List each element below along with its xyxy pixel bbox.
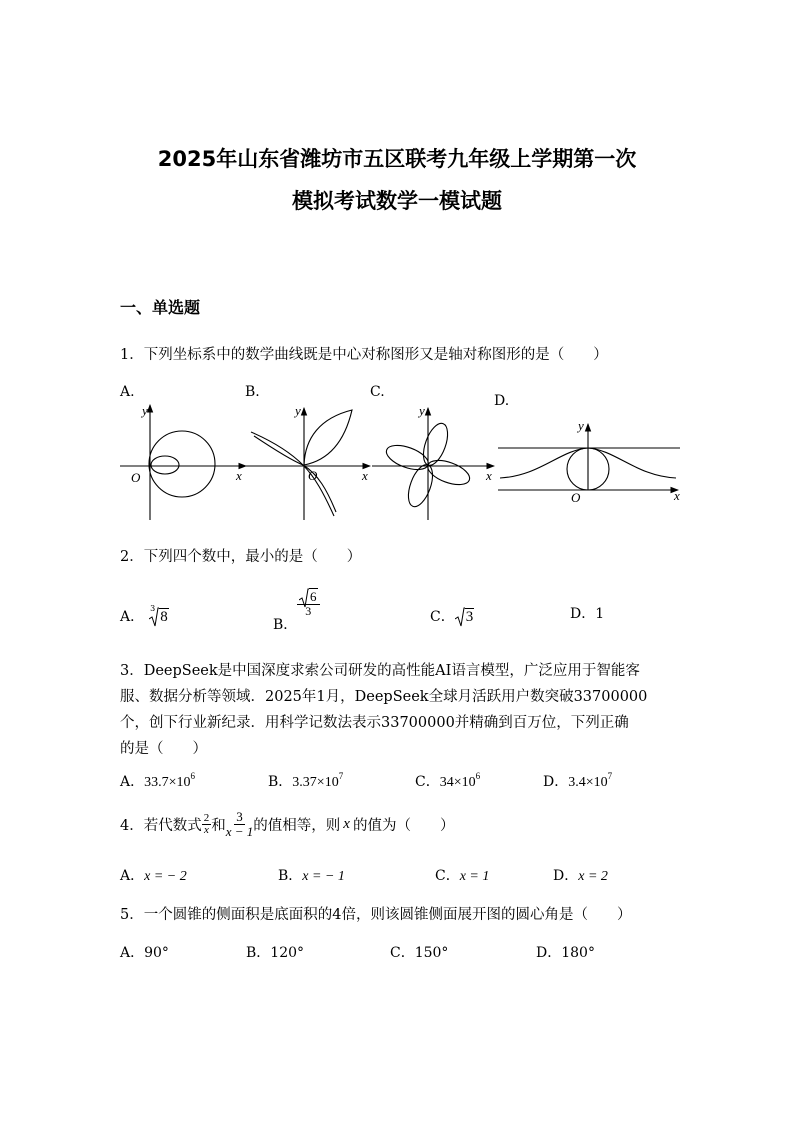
- graph-d-y-label: y: [578, 418, 584, 433]
- q2-option-d: D．1: [570, 606, 605, 622]
- radical-sign-icon: [149, 607, 159, 627]
- question-5-stem: 5．一个圆锥的侧面积是底面积的4倍，则该圆锥侧面展开图的圆心角是（ ）: [120, 907, 632, 923]
- q4-stem-mid: 和: [211, 818, 226, 834]
- q4-option-a-label: A．: [120, 868, 145, 884]
- graph-b: [246, 408, 370, 520]
- q2-b-radicand: 6: [310, 589, 317, 604]
- q5-option-d: D．180°: [536, 945, 595, 961]
- q2-c-radical: [455, 609, 475, 626]
- q4-option-c: [435, 865, 489, 885]
- q4-fraction-1-numerator: 2: [203, 812, 210, 824]
- q2-option-c-label: C．: [430, 609, 455, 625]
- graph-a-small-loop: [151, 456, 179, 474]
- graph-d-x-label: x: [674, 488, 680, 503]
- question-2-stem: 2．下列四个数中，最小的是（ ）: [120, 549, 362, 565]
- q4-option-b-label: B．: [278, 868, 303, 884]
- graph-a-y-label: y: [142, 403, 148, 418]
- q5-option-b: B．120°: [246, 945, 305, 961]
- question-3-line-1: 3．DeepSeek是中国深度求索公司研发的高性能AI语言模型，广泛应用于智能客: [120, 663, 640, 679]
- q2-option-b-label: B．: [273, 617, 298, 633]
- q3-b-exponent: 7: [338, 771, 344, 781]
- question-4-stem: [120, 810, 454, 839]
- q4-c-value: x = 1: [459, 869, 490, 884]
- graph-a-large-loop: [149, 431, 215, 497]
- q2-b-numerator: [297, 590, 320, 605]
- question-3-line-4: 的是（ ）: [120, 741, 207, 757]
- q3-c-value: 34×10: [439, 775, 476, 790]
- graph-b-branch-2: [254, 436, 336, 512]
- graph-a-origin-label: O: [131, 470, 141, 485]
- graph-c-x-label: x: [486, 468, 492, 483]
- page-title-line1: 2025年山东省潍坊市五区联考九年级上学期第一次: [157, 147, 637, 171]
- q5-option-c: C．150°: [390, 945, 449, 961]
- graph-b-y-label: y: [295, 403, 301, 418]
- graph-d-origin-label: O: [571, 490, 581, 505]
- q1-label-b: B.: [245, 384, 260, 400]
- q2-a-radical: [149, 609, 169, 626]
- q3-option-d: [543, 771, 612, 791]
- q4-option-b: [278, 865, 345, 885]
- q3-option-c-label: C．: [415, 774, 440, 790]
- q4-d-value: x = 2: [578, 869, 608, 884]
- q3-d-exponent: 7: [607, 771, 613, 781]
- q4-option-d-label: D．: [553, 868, 579, 884]
- q3-option-a: [120, 771, 195, 791]
- q1-label-c: C.: [370, 384, 385, 400]
- q3-d-value: 3.4×10: [568, 775, 608, 790]
- question-1-stem: 1．下列坐标系中的数学曲线既是中心对称图形又是轴对称图形的是（ ）: [120, 347, 608, 363]
- q2-a-radicand: 8: [160, 609, 168, 625]
- q1-graphs: [0, 0, 794, 540]
- q1-label-a: A.: [120, 384, 135, 400]
- q4-stem-post2: 的值为（ ）: [352, 818, 455, 834]
- graph-b-leaf-loop: [304, 410, 352, 465]
- q4-b-value: x = − 1: [302, 869, 345, 884]
- q4-fraction-2: [226, 810, 254, 839]
- q3-option-b-label: B．: [268, 774, 293, 790]
- q2-c-radicand: 3: [465, 609, 474, 625]
- q2-b-denominator: 3: [305, 604, 312, 618]
- q4-fraction-1: [202, 813, 212, 836]
- q5-option-a: A．90°: [120, 945, 169, 961]
- graph-a-x-label: x: [236, 468, 242, 483]
- radical-sign-icon: [299, 588, 309, 608]
- q3-a-exponent: 6: [190, 771, 196, 781]
- q4-option-a: [120, 865, 187, 885]
- q4-stem-post: 的值相等，则: [253, 818, 341, 834]
- q3-option-a-label: A．: [120, 774, 145, 790]
- graph-b-origin-label: O: [308, 468, 318, 483]
- radical-sign-icon: [455, 607, 465, 627]
- q4-fraction-2-numerator: 3: [236, 809, 243, 824]
- q2-option-a-label: A．: [120, 609, 145, 625]
- graph-c-y-label: y: [419, 403, 425, 418]
- q3-a-value: 33.7×10: [144, 775, 191, 790]
- q2-b-fraction: [297, 590, 320, 618]
- graph-b-x-label: x: [362, 468, 368, 483]
- q2-option-c: [430, 606, 474, 626]
- q3-c-exponent: 6: [475, 771, 481, 781]
- q1-label-d: D.: [494, 393, 510, 409]
- q4-stem-pre: 4．若代数式: [120, 818, 202, 834]
- graph-b-branch-1: [251, 432, 334, 516]
- q3-option-d-label: D．: [543, 774, 569, 790]
- graph-a: [120, 405, 246, 520]
- q4-variable: x: [343, 816, 350, 832]
- section-heading: 一、单选题: [120, 298, 201, 317]
- q3-option-c: [415, 771, 480, 791]
- q3-b-value: 3.37×10: [292, 775, 339, 790]
- page-title-line2: 模拟考试数学一模试题: [292, 189, 502, 213]
- q2-b-radical: [299, 590, 318, 603]
- graph-d: [498, 424, 680, 490]
- question-3-line-2: 服、数据分析等领域．2025年1月，DeepSeek全球月活跃用户数突破33700000: [120, 689, 648, 705]
- q4-fraction-2-denominator: x − 1: [225, 824, 254, 839]
- q4-option-d: [553, 865, 608, 885]
- q4-option-c-label: C．: [435, 868, 460, 884]
- q2-option-a: [120, 606, 169, 626]
- question-3-line-3: 个，创下行业新纪录．用科学记数法表示33700000并精确到百万位，下列正确: [120, 715, 629, 731]
- q4-a-value: x = − 2: [144, 869, 187, 884]
- q2-a-root-index: 3: [150, 604, 156, 614]
- graph-c: [372, 408, 494, 520]
- q3-option-b: [268, 771, 343, 791]
- q4-fraction-1-denominator: x: [204, 824, 209, 836]
